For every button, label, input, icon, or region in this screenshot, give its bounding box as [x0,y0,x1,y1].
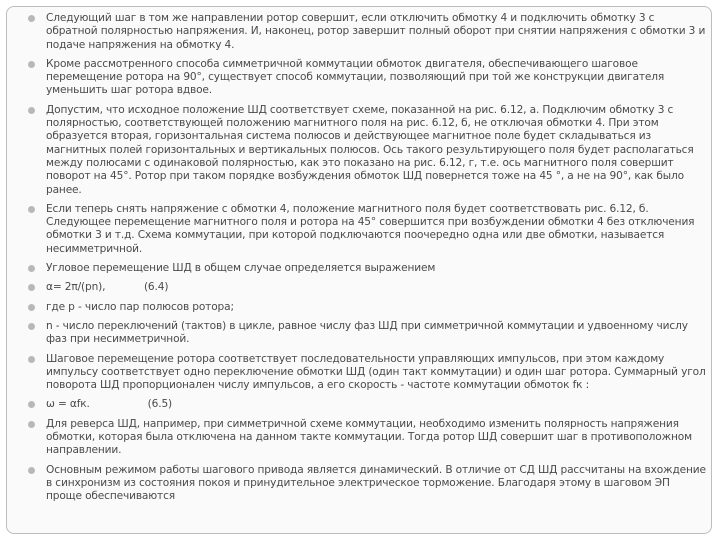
bullet-icon [28,323,35,330]
list-item-text: Если теперь снять напряжение с обмотки 4, положение магнитного поля будет соответствовать рис. 6.12, б. Следующее перемещение магнитного поля и ротора на 45° совершится при возбуждении обмотки 4 без отключения обмотки 3 и т.д. Схема коммутации, при которой подключаются поочередно одна или две обмотки, называется несимметричной. [46,202,695,255]
list-item [28,58,708,98]
bullet-icon [28,107,35,114]
list-item-text: Шаговое перемещение ротора соответствует последовательности управляющих импульсов, при этом каждому импульсу соответствует одно переключение обмотки ШД (один такт коммутации) и один шаг ротора. Суммарный угол поворота ШД пропорционален числу импульсов, а его скорость - частоте коммутации обмоток fк : [46,352,706,392]
list-item [28,418,708,458]
bullet-icon [28,421,35,428]
bullet-icon [28,61,35,68]
bullet-icon [28,467,35,474]
list-item-text: где р - число пар полюсов ротора; [46,300,234,313]
list-item [28,262,708,275]
bullet-icon [28,15,35,22]
bullet-icon [28,265,35,272]
list-item-formula [28,398,708,411]
bullet-icon [28,304,35,311]
list-item [28,320,708,347]
bullet-icon [28,356,35,363]
formula-text: α= 2π/(pn), (6.4) [46,281,169,294]
bullet-icon [28,206,35,213]
list-item-formula [28,281,708,294]
bullet-icon [28,284,35,291]
list-item-text: n - число переключений (тактов) в цикле, равное числу фаз ШД при симметричной коммутации и удвоенному числу фаз при несимметричной. [46,319,688,346]
list-item [28,12,708,52]
list-item-text: Допустим, что исходное положение ШД соответствует схеме, показанной на рис. 6.12, а. Подключим обмотку 3 с полярностью, соответствующей положению магнитного поля на рис. 6.12, б, не отключая обмотки 4. При этом образуется вторая, горизонтальная система полюсов и действующее магнитное поле будет складываться из магнитных полей горизонтальных и вертикальных полюсов. Ось такого результирующего поля будет располагаться между полюсами с одинаковой полярностью, как это показано на рис. 6.12, г, т.е. ось магнитного поля совершит поворот на 45°. Ротор при таком порядке возбуждения обмоток ШД повернется тоже на 45 °, а не на 90°, как было ранее. [46,103,694,196]
list-item-text: Основным режимом работы шагового привода является динамический. В отличие от СД ШД рассчитаны на вхождение в синхронизм из состояния покоя и принудительное электрическое торможение. Благодаря этому в шаговом ЭП проще обеспечиваются [46,463,706,503]
bullet-list [28,12,708,510]
formula-text: ω = αfк. (6.5) [46,398,173,411]
list-item [28,301,708,314]
bullet-icon [28,401,35,408]
list-item [28,464,708,504]
list-item-text: Для реверса ШД, например, при симметричной схеме коммутации, необходимо изменить полярность напряжения обмотки, которая была отключена на данном такте коммутации. Тогда ротор ШД совершит шаг в противоположном направлении. [46,417,692,457]
list-item-text: Следующий шаг в том же направлении ротор совершит, если отключить обмотку 4 и подключить обмотку 3 с обратной полярностью напряжения. И, наконец, ротор завершит полный оборот при снятии напряжения с обмотки 3 и подаче напряжения на обмотку 4. [46,12,706,51]
list-item [28,104,708,197]
list-item-text: Кроме рассмотренного способа симметричной коммутации обмоток двигателя, обеспечивающего шаговое перемещение ротора на 90°, существует способ коммутации, позволяющий при той же конструкции двигателя уменьшить шаг ротора вдвое. [46,57,665,97]
list-item-text: Угловое перемещение ШД в общем случае определяется выражением [46,262,436,275]
list-item [28,203,708,256]
list-item [28,353,708,393]
